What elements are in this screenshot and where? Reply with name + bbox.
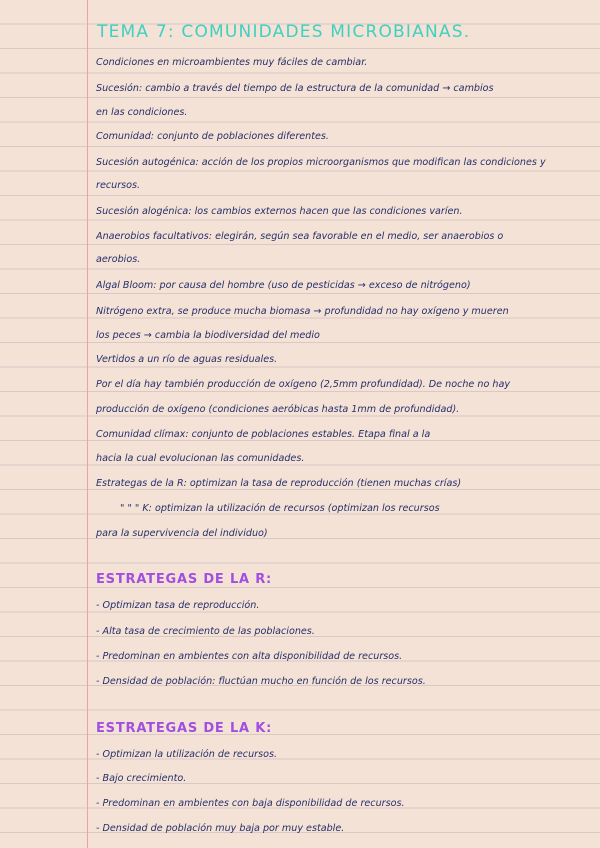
list-item: - Densidad de población: fluctúan mucho en función de los recursos. (96, 676, 426, 687)
note-line: Algal Bloom: por causa del hombre (uso de pesticidas → exceso de nitrógeno) (96, 280, 471, 291)
list-item: - Predominan en ambientes con baja disponibilidad de recursos. (96, 798, 405, 809)
note-line: Estrategas de la R: optimizan la tasa de reproducción (tienen muchas crías) (96, 478, 462, 489)
note-line: Vertidos a un río de aguas residuales. (96, 354, 278, 365)
list-item: - Optimizan tasa de reproducción. (96, 600, 260, 611)
note-line: " " " K: optimizan la utilización de recursos (optimizan los recursos (120, 503, 440, 514)
note-line: recursos. (96, 180, 141, 191)
page-title: TEMA 7: COMUNIDADES MICROBIANAS. (97, 22, 471, 42)
section-heading-r: ESTRATEGAS DE LA R: (96, 572, 273, 587)
note-line: en las condiciones. (96, 107, 188, 118)
list-item: - Optimizan la utilización de recursos. (96, 749, 278, 760)
note-line: aerobios. (96, 254, 141, 265)
note-line: Nitrógeno extra, se produce mucha biomasa → profundidad no hay oxígeno y mueren (96, 306, 509, 317)
section-heading-k: ESTRATEGAS DE LA K: (96, 721, 273, 736)
list-item: - Bajo crecimiento. (96, 773, 187, 784)
note-line: Anaerobios facultativos: elegirán, según sea favorable en el medio, ser anaerobios o (96, 231, 504, 242)
note-line: Sucesión autogénica: acción de los propios microorganismos que modifican las condiciones y (96, 157, 546, 168)
note-line: los peces → cambia la biodiversidad del medio (96, 330, 320, 341)
note-line: Sucesión: cambio a través del tiempo de la estructura de la comunidad → cambios (96, 83, 494, 94)
note-line: hacia la cual evolucionan las comunidades. (96, 453, 305, 464)
list-item: - Densidad de población muy baja por muy estable. (96, 823, 345, 834)
note-line: Comunidad clímax: conjunto de poblaciones estables. Etapa final a la (96, 429, 431, 440)
note-line: para la supervivencia del individuo) (96, 528, 268, 539)
note-line: Por el día hay también producción de oxígeno (2,5mm profundidad). De noche no hay (96, 379, 511, 390)
list-item: - Predominan en ambientes con alta disponibilidad de recursos. (96, 651, 403, 662)
list-item: - Alta tasa de crecimiento de las poblaciones. (96, 626, 315, 637)
note-line: producción de oxígeno (condiciones aeróbicas hasta 1mm de profundidad). (96, 404, 460, 415)
note-line: Condiciones en microambientes muy fáciles de cambiar. (96, 57, 368, 68)
note-line: Comunidad: conjunto de poblaciones diferentes. (96, 131, 329, 142)
note-line: Sucesión alogénica: los cambios externos hacen que las condiciones varíen. (96, 206, 463, 217)
